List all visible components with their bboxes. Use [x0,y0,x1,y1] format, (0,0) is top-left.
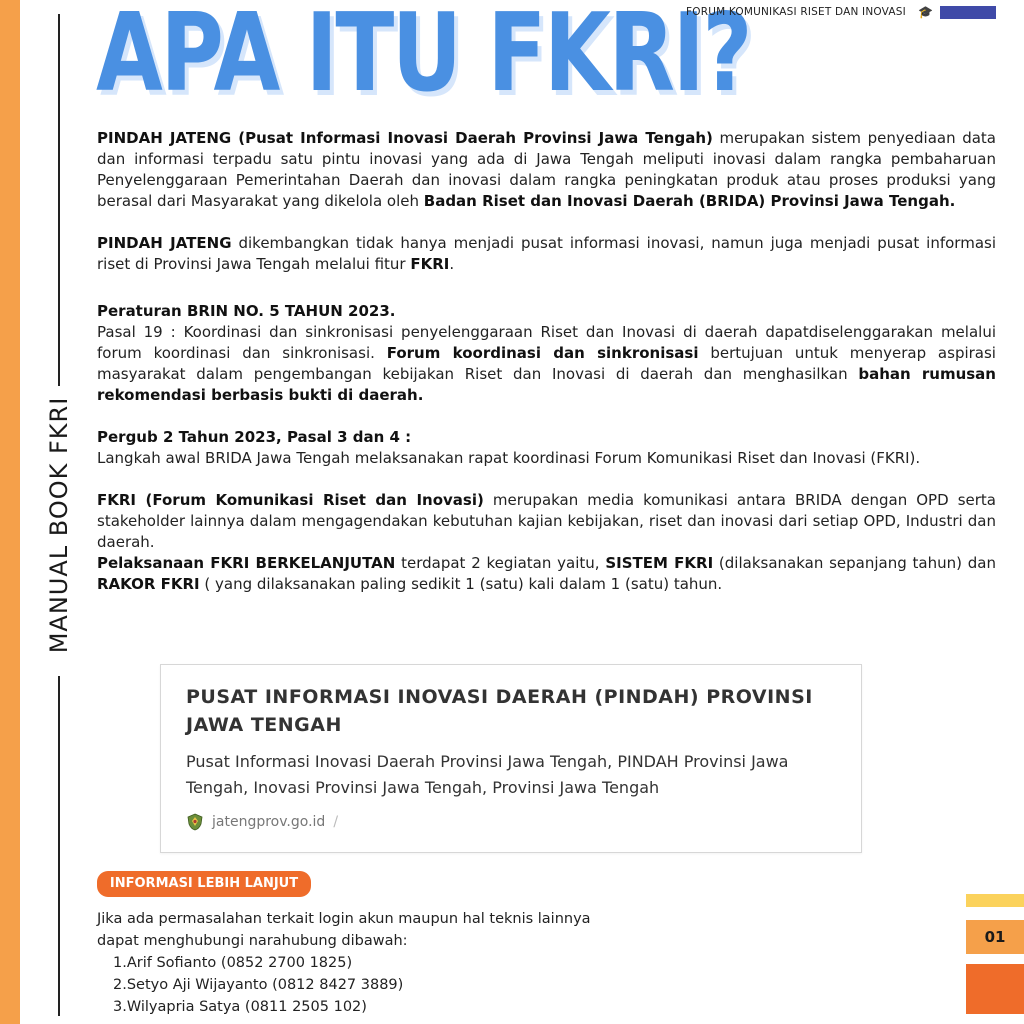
info-line: Jika ada permasalahan terkait login akun maupun hal teknis lainnya [97,911,591,927]
header-caption: FORUM KOMUNIKASI RISET DAN INOVASI [686,6,906,18]
contact-item: 3.Wilyapria Satya (0811 2505 102) [113,999,367,1015]
link-preview-card[interactable] [160,664,862,853]
body-text: bertujuan untuk menyerap aspirasi masyarakat dalam pengembangan kebijakan Riset dan Inovasi di daerah dan menghasilkan [97,344,996,383]
bold-text: PINDAH JATENG [97,234,232,252]
side-divider-top [58,14,60,386]
paragraph-pergub [97,427,996,469]
side-divider-bottom [58,676,60,1016]
jateng-emblem-icon [186,813,204,831]
body-text: Langkah awal BRIDA Jawa Tengah melaksanakan rapat koordinasi Forum Komunikasi Riset dan Inovasi (FKRI). [97,449,921,467]
bold-text: Badan Riset dan Inovasi Daerah (BRIDA) Provinsi Jawa Tengah. [423,192,956,210]
page-title: APA ITU FKRI? [96,0,751,116]
main-content [97,128,996,595]
body-text: merupakan media komunikasi antara BRIDA dengan OPD serta stakeholder lainnya dalam mengagendakan kebutuhan kajian kebijakan, riset dan inovasi dari setiap OPD, Industri dan daerah. [97,491,996,551]
bold-text: Pelaksanaan FKRI BERKELANJUTAN [97,554,396,572]
paragraph-pindah-intro [97,128,996,212]
link-card-title: PUSAT INFORMASI INOVASI DAERAH (PINDAH) PROVINSI JAWA TENGAH [186,686,813,736]
paragraph-fkri-definition [97,490,996,553]
body-text: Pasal 19 : Koordinasi dan sinkronisasi penyelenggaraan Riset dan Inovasi di daerah dapatdiselenggarakan melalui forum koordinasi dan sinkronisasi. [97,323,996,362]
graduation-cap-icon: 🎓 [918,5,933,19]
body-text: ( yang dilaksanakan paling sedikit 1 (satu) kali dalam 1 (satu) tahun. [199,575,723,593]
section-heading: Pergub 2 Tahun 2023, Pasal 3 dan 4 : [97,428,412,446]
contact-list [97,952,717,1018]
paragraph-pindah-development [97,233,996,275]
body-text: (dilaksanakan sepanjang tahun) dan [713,554,996,572]
contact-info [97,908,717,1018]
body-text: merupakan sistem penyediaan data dan informasi terpadu satu pintu inovasi yang ada di Jawa Tengah meliputi inovasi dalam rangka pembaharuan Penyelenggaraan Pemerintahan Daerah dan inovasi dalam rangka peningkatan produk atau proses produksi yang berasal dari Masyarakat yang dikelola oleh [97,129,996,210]
contact-item: 2.Setyo Aji Wijayanto (0812 8427 3889) [113,977,404,993]
bold-text: PINDAH JATENG (Pusat Informasi Inovasi Daerah Provinsi Jawa Tengah) [97,129,713,147]
bold-text: FKRI [410,255,450,273]
bold-text: Forum koordinasi dan sinkronisasi [386,344,699,362]
section-heading: Peraturan BRIN NO. 5 TAHUN 2023. [97,302,396,320]
body-text: . [449,255,455,273]
page-number: 01 [966,920,1024,954]
link-card-description: Pusat Informasi Inovasi Daerah Provinsi Jawa Tengah, PINDAH Provinsi Jawa Tengah, Inovasi Provinsi Jawa Tengah, Provinsi Jawa Tengah [186,752,789,797]
contact-item: 1.Arif Sofianto (0852 2700 1825) [113,955,353,971]
info-line: dapat menghubungi narahubung dibawah: [97,933,408,949]
link-separator: / [333,814,339,830]
link-domain: jatengprov.go.id [212,814,326,830]
corner-deco-yellow [966,894,1024,907]
body-text: dikembangkan tidak hanya menjadi pusat informasi inovasi, namun juga menjadi pusat informasi riset di Provinsi Jawa Tengah melalui fitur [97,234,996,273]
paragraph-brin-regulation [97,301,996,406]
corner-deco-orange [966,964,1024,1014]
bold-text: RAKOR FKRI [97,575,200,593]
left-decorative-bar [0,0,20,1024]
info-badge: INFORMASI LEBIH LANJUT [97,871,311,897]
link-card-url[interactable] [186,813,338,831]
header-accent-bar [940,6,996,19]
paragraph-fkri-activities [97,553,996,595]
body-text: terdapat 2 kegiatan yaitu, [395,554,606,572]
bold-text: SISTEM FKRI [605,554,714,572]
bold-text: bahan rumusan rekomendasi berbasis bukti di daerah. [97,365,996,404]
bold-text: FKRI (Forum Komunikasi Riset dan Inovasi) [97,491,484,509]
side-label: MANUAL BOOK FKRI [45,396,73,654]
